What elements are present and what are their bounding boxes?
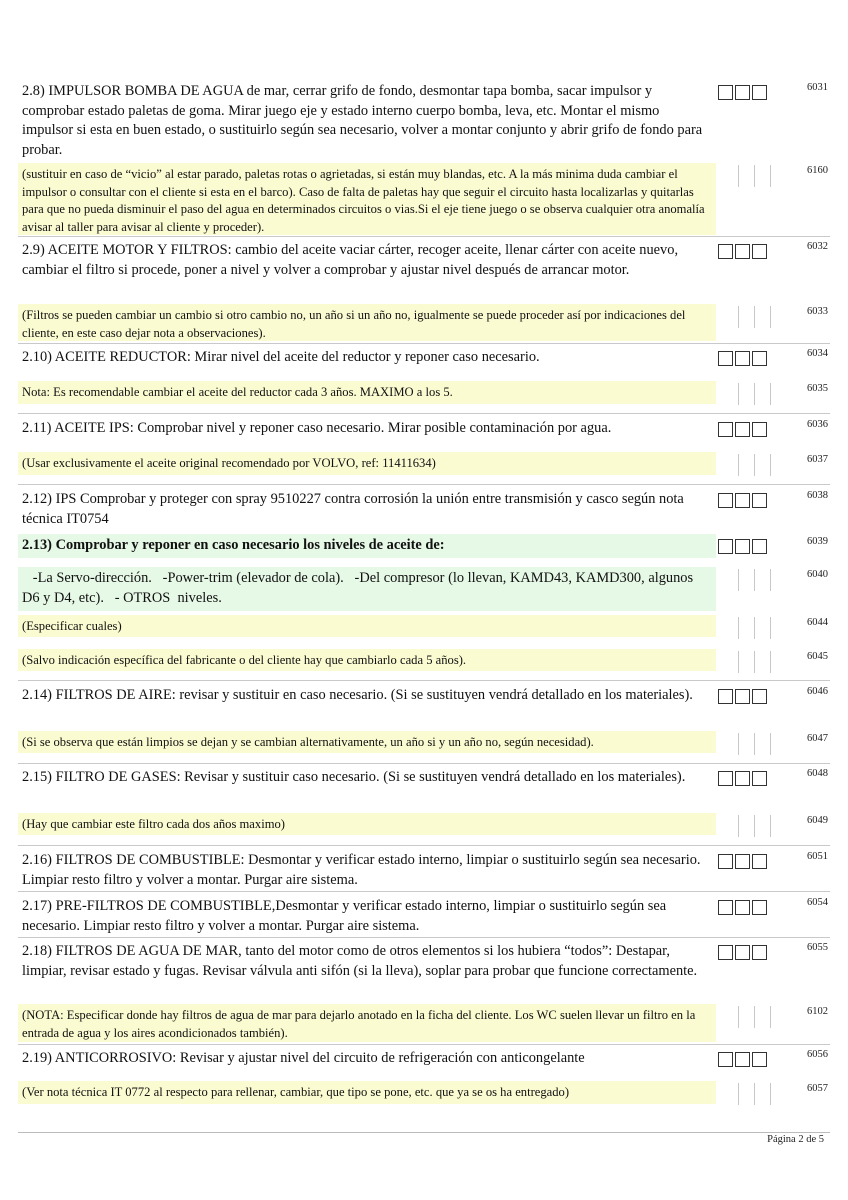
checkbox[interactable] [752, 1052, 767, 1067]
item-code: 6034 [807, 348, 828, 359]
task-text: 2.19) ANTICORROSIVO: Revisar y ajustar nivel del circuito de refrigeración con anticongelante [22, 1050, 585, 1066]
checkbox[interactable] [718, 539, 733, 554]
checkbox[interactable] [718, 900, 733, 915]
footer-divider [18, 1132, 830, 1133]
checkbox[interactable] [735, 1052, 750, 1067]
divider [18, 937, 830, 938]
checkbox[interactable] [752, 539, 767, 554]
item-code: 6044 [807, 617, 828, 628]
checkbox-group [718, 539, 769, 557]
checkbox[interactable] [735, 493, 750, 508]
note-row-6035 [18, 381, 830, 404]
note-row-6047 [18, 731, 830, 753]
item-code: 6056 [807, 1049, 828, 1060]
checkbox[interactable] [752, 351, 767, 366]
checkbox[interactable] [752, 945, 767, 960]
task-text: -La Servo-dirección. -Power-trim (elevador de cola). -Del compresor (lo llevan, KAMD43, KAMD300, algunos D6 y D4, etc). - OTROS niveles. [18, 567, 716, 611]
task-row-6040 [18, 567, 830, 611]
note-row-6033 [18, 304, 830, 341]
item-code: 6055 [807, 942, 828, 953]
task-row-6034 [18, 346, 830, 370]
checkbox-group [718, 945, 769, 963]
note-text: (NOTA: Especificar donde hay filtros de agua de mar para dejarlo anotado en la ficha del cliente. Los WC suelen llevar un filtro en la entrada de agua y los aires acondicionados también). [18, 1004, 716, 1042]
item-code: 6048 [807, 768, 828, 779]
item-code: 6054 [807, 897, 828, 908]
item-code: 6035 [807, 383, 828, 394]
checkbox[interactable] [752, 689, 767, 704]
task-text: 2.8) IMPULSOR BOMBA DE AGUA de mar, cerrar grifo de fondo, desmontar tapa bomba, sacar impulsor y comprobar estado paletas de goma. Mirar juego eje y estado interno cuerpo bomba, leva, etc. Montar el mismo impulsor si esta en buen estado, o sustituirlo según sea necesario, volver a montar conjunto y abrir grifo de fondo para probar. [22, 83, 703, 158]
checkbox[interactable] [735, 854, 750, 869]
item-code: 6031 [807, 82, 828, 93]
checkbox[interactable] [735, 771, 750, 786]
item-code: 6045 [807, 651, 828, 662]
checkbox[interactable] [735, 945, 750, 960]
divider [18, 413, 830, 414]
divider [18, 680, 830, 681]
item-code: 6036 [807, 419, 828, 430]
note-row-6057 [18, 1081, 830, 1104]
item-code: 6037 [807, 454, 828, 465]
checkbox[interactable] [718, 771, 733, 786]
task-text: 2.15) FILTRO DE GASES: Revisar y sustituir caso necesario. (Si se sustituyen vendrá detallado en los materiales). [22, 769, 686, 785]
checkbox-group [718, 351, 769, 369]
task-text: 2.11) ACEITE IPS: Comprobar nivel y reponer caso necesario. Mirar posible contaminación por agua. [22, 420, 612, 436]
item-code: 6057 [807, 1083, 828, 1094]
checkbox-group [718, 900, 769, 918]
checkbox[interactable] [735, 351, 750, 366]
checkbox[interactable] [735, 85, 750, 100]
item-code: 6038 [807, 490, 828, 501]
note-row-6044 [18, 615, 830, 637]
task-row-6055 [18, 940, 830, 1000]
checkbox[interactable] [718, 689, 733, 704]
item-code: 6033 [807, 306, 828, 317]
checkbox[interactable] [735, 900, 750, 915]
item-code: 6102 [807, 1006, 828, 1017]
note-row-6037 [18, 452, 830, 475]
checkbox[interactable] [752, 854, 767, 869]
checkbox[interactable] [718, 854, 733, 869]
checkbox-group [718, 85, 769, 103]
note-text: (Salvo indicación específica del fabricante o del cliente hay que cambiarlo cada 5 años). [18, 649, 716, 671]
task-row-6054 [18, 895, 830, 937]
note-text: (Usar exclusivamente el aceite original recomendado por VOLVO, ref: 11411634) [18, 452, 716, 475]
task-row-6039 [18, 534, 830, 558]
checkbox[interactable] [718, 1052, 733, 1067]
checkbox[interactable] [752, 900, 767, 915]
item-code: 6046 [807, 686, 828, 697]
checkbox-group [718, 244, 769, 262]
task-row-6046 [18, 684, 830, 726]
item-code: 6160 [807, 165, 828, 176]
checkbox[interactable] [752, 244, 767, 259]
checkbox[interactable] [735, 244, 750, 259]
task-text: 2.14) FILTROS DE AIRE: revisar y sustituir en caso necesario. (Si se sustituyen vendrá detallado en los materiales). [22, 687, 693, 703]
checkbox[interactable] [735, 539, 750, 554]
checkbox-group [718, 422, 769, 440]
task-text: 2.12) IPS Comprobar y proteger con spray 9510227 contra corrosión la unión entre transmisión y casco según nota técnica IT0754 [22, 491, 684, 527]
divider [18, 763, 830, 764]
checkbox[interactable] [752, 493, 767, 508]
task-text: 2.18) FILTROS DE AGUA DE MAR, tanto del motor como de otros elementos si los hubiera “todos”: Destapar, limpiar, revisar estado y fugas. Revisar válvula anti sifón (si la lleva), soplar para probar que funcione correctamente. [22, 943, 698, 979]
task-row-6051 [18, 849, 830, 891]
checkbox-group [718, 689, 769, 707]
checkbox[interactable] [718, 351, 733, 366]
checkbox[interactable] [718, 945, 733, 960]
divider [18, 891, 830, 892]
checkbox[interactable] [718, 244, 733, 259]
divider [18, 1044, 830, 1045]
checkbox[interactable] [718, 493, 733, 508]
item-code: 6032 [807, 241, 828, 252]
divider [18, 845, 830, 846]
task-row-6031 [18, 80, 830, 158]
note-text: Nota: Es recomendable cambiar el aceite del reductor cada 3 años. MAXIMO a los 5. [18, 381, 716, 404]
note-row-6049 [18, 813, 830, 835]
checkbox-group [718, 493, 769, 511]
divider [18, 484, 830, 485]
note-text: (sustituir en caso de “vicio” al estar parado, paletas rotas o agrietadas, si están muy blandas, etc. A la más minima duda cambiar el impulsor o consultar con el cliente si esta en el barco). Caso de falta de paletas hay que seguir el circuito hasta localizarlas y quitarlas para que no pueda disminuir el paso del agua en determinados circuitos o vias.Si el eje tiene juego o se observa cualquier otra anomalía avisar al taller para avisar al cliente y proceder). [18, 163, 716, 235]
item-code: 6051 [807, 851, 828, 862]
note-row-6045 [18, 649, 830, 671]
note-text: (Filtros se pueden cambiar un cambio si otro cambio no, un año si un año no, igualmente se puede proceder así por indicaciones del cliente, en este caso dejar nota a observaciones). [18, 304, 716, 341]
item-code: 6039 [807, 536, 828, 547]
checkbox[interactable] [718, 85, 733, 100]
page-number: Página 2 de 5 [767, 1134, 824, 1145]
note-text: (Hay que cambiar este filtro cada dos años maximo) [18, 813, 716, 835]
checkbox[interactable] [752, 422, 767, 437]
checkbox[interactable] [718, 422, 733, 437]
item-code: 6049 [807, 815, 828, 826]
item-code: 6040 [807, 569, 828, 580]
checkbox[interactable] [752, 85, 767, 100]
task-text: 2.10) ACEITE REDUCTOR: Mirar nivel del aceite del reductor y reponer caso necesario. [22, 349, 540, 365]
checkbox[interactable] [735, 422, 750, 437]
note-text: (Especificar cuales) [18, 615, 716, 637]
checkbox-group [718, 1052, 769, 1070]
task-text: 2.9) ACEITE MOTOR Y FILTROS: cambio del aceite vaciar cárter, recoger aceite, llenar cárter con aceite nuevo, cambiar el filtro si procede, poner a nivel y volver a comprobar y ajustar nivel después de arrancar motor. [22, 242, 679, 278]
task-text: 2.16) FILTROS DE COMBUSTIBLE: Desmontar y verificar estado interno, limpiar o sustituirlo según sea necesario. Limpiar resto filtro y volver a montar. Purgar aire sistema. [22, 852, 701, 888]
checkbox[interactable] [735, 689, 750, 704]
note-row-6160 [18, 163, 830, 235]
note-text: (Si se observa que están limpios se dejan y se cambian alternativamente, un año si y un año no, según necesidad). [18, 731, 716, 753]
task-heading: 2.13) Comprobar y reponer en caso necesario los niveles de aceite de: [18, 534, 716, 558]
note-row-6102 [18, 1004, 830, 1042]
task-row-6048 [18, 766, 830, 808]
task-text: 2.17) PRE-FILTROS DE COMBUSTIBLE,Desmontar y verificar estado interno, limpiar o sustituirlo según sea necesario. Limpiar resto filtro y volver a montar. Purgar aire sistema. [22, 898, 667, 934]
checkbox[interactable] [752, 771, 767, 786]
item-code: 6047 [807, 733, 828, 744]
note-text: (Ver nota técnica IT 0772 al respecto para rellenar, cambiar, que tipo se pone, etc. que ya se os ha entregado) [18, 1081, 716, 1104]
task-row-6056 [18, 1047, 830, 1071]
task-row-6032 [18, 239, 830, 299]
checkbox-group [718, 854, 769, 872]
checkbox-group [718, 771, 769, 789]
divider [18, 236, 830, 237]
divider [18, 343, 830, 344]
task-row-6038 [18, 488, 830, 530]
task-row-6036 [18, 417, 830, 441]
